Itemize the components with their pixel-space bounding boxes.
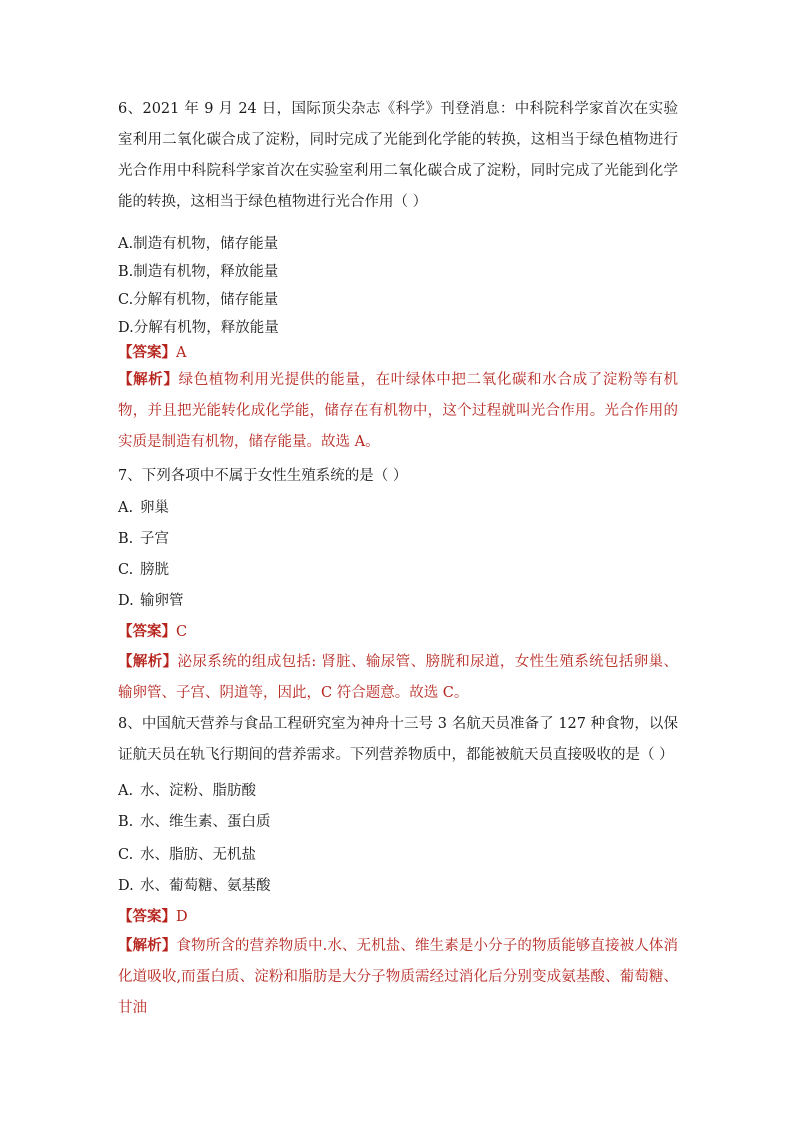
question-6-stem: 6、2021 年 9 月 24 日，国际顶尖杂志《科学》刊登消息：中科院科学家首次在实验室利用二氧化碳合成了淀粉，同时完成了光能到化学能的转换，这相当于绿色植物进行光合作用中科院科学家首次在实验室利用二氧化碳合成了淀粉，同时完成了光能到化学能的转换，这相当于绿色植物进行光合作用（ ）	[118, 101, 678, 210]
answer-value: C	[176, 624, 188, 640]
option-key: D.	[118, 593, 134, 609]
analysis-tag: 【解析】	[118, 937, 177, 954]
question-6-analysis	[118, 364, 678, 458]
option-text: 卵巢	[140, 500, 169, 516]
option-text: 水、维生素、蛋白质	[140, 814, 271, 830]
option-key: C.	[118, 847, 134, 863]
option-key: B.	[118, 531, 134, 547]
option-key: A.	[118, 783, 134, 799]
analysis-tag: 【解析】	[118, 653, 178, 670]
question-7-option-a	[118, 496, 169, 517]
option-text: 输卵管	[140, 593, 184, 609]
option-text: 水、葡萄糖、氨基酸	[140, 878, 271, 894]
question-7-answer	[118, 620, 187, 641]
question-7-option-b	[118, 527, 169, 548]
answer-tag: 【答案】	[118, 344, 176, 361]
question-6-option-b: B.制造有机物，释放能量	[118, 264, 279, 280]
question-8-option-d	[118, 874, 271, 895]
question-7-stem: 7、下列各项中不属于女性生殖系统的是（ ）	[118, 468, 408, 484]
question-8-answer	[118, 905, 188, 926]
question-8-option-b	[118, 810, 271, 831]
answer-value: A	[176, 345, 187, 361]
option-key: D.	[118, 878, 134, 894]
analysis-text: 食物所含的营养物质中.水、无机盐、维生素是小分子的物质能够直接被人体消化道吸收,而蛋白质、淀粉和脂肪是大分子物质需经过消化后分别变成氨基酸、葡萄糖、甘油	[118, 938, 679, 1016]
question-8-analysis	[118, 930, 678, 1024]
option-text: 子宫	[140, 531, 169, 547]
option-key: B.	[118, 814, 134, 830]
question-6-option-d: D.分解有机物，释放能量	[118, 320, 279, 336]
option-text: 膀胱	[140, 562, 169, 578]
question-6-option-a: A.制造有机物，储存能量	[118, 236, 279, 252]
question-6-option-c: C.分解有机物，储存能量	[118, 292, 279, 308]
option-text: 水、脂肪、无机盐	[140, 847, 256, 863]
option-text: 水、淀粉、脂肪酸	[140, 783, 256, 799]
answer-tag: 【答案】	[118, 623, 176, 640]
question-8-stem: 8、中国航天营养与食品工程研究室为神舟十三号 3 名航天员准备了 127 种食物，以保证航天员在轨飞行期间的营养需求。下列营养物质中，都能被航天员直接吸收的是（ ）	[118, 716, 678, 763]
question-8-option-c	[118, 843, 256, 864]
answer-value: D	[176, 909, 188, 925]
question-6-answer	[118, 341, 186, 362]
question-7-option-c	[118, 558, 169, 579]
question-7-analysis	[118, 646, 678, 709]
question-7-option-d	[118, 589, 184, 610]
analysis-tag: 【解析】	[118, 371, 179, 388]
option-key: A.	[118, 500, 134, 516]
analysis-text: 泌尿系统的组成包括: 肾脏、输尿管、膀胱和尿道，女性生殖系统包括卵巢、输卵管、子宫、阴道等，因此，C 符合题意。故选 C。	[118, 654, 678, 701]
option-key: C.	[118, 562, 134, 578]
analysis-text: 绿色植物利用光提供的能量，在叶绿体中把二氧化碳和水合成了淀粉等有机物，并且把光能转化成化学能，储存在有机物中，这个过程就叫光合作用。光合作用的实质是制造有机物，储存能量。故选 A。	[118, 372, 679, 450]
question-8-option-a	[118, 779, 256, 800]
answer-tag: 【答案】	[118, 908, 176, 925]
